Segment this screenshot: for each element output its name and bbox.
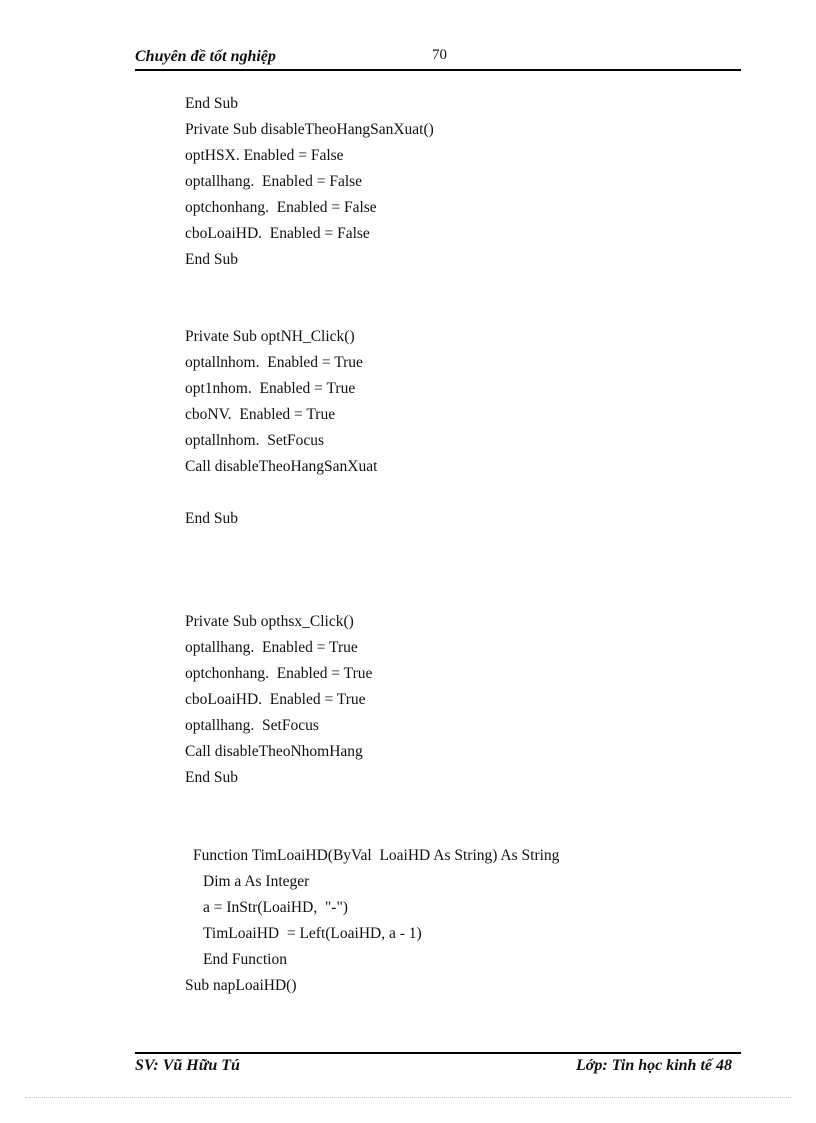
footer-class: Lớp: Tin học kinh tế 48 bbox=[576, 1057, 732, 1074]
code-line: End Sub bbox=[185, 95, 238, 112]
code-line: End Sub bbox=[185, 251, 238, 268]
code-line: opt1nhom. Enabled = True bbox=[185, 380, 356, 397]
page-edge-divider bbox=[25, 1097, 791, 1098]
code-line: Call disableTheoHangSanXuat bbox=[185, 458, 378, 475]
footer-rule bbox=[135, 1052, 741, 1054]
code-line: Function TimLoaiHD(ByVal LoaiHD As String) As String bbox=[193, 847, 560, 864]
code-line: Private Sub disableTheoHangSanXuat() bbox=[185, 121, 434, 138]
code-line: optallnhom. SetFocus bbox=[185, 432, 325, 449]
code-line: Private Sub optNH_Click() bbox=[185, 328, 355, 345]
code-line: optchonhang. Enabled = True bbox=[185, 665, 373, 682]
code-line: Private Sub opthsx_Click() bbox=[185, 613, 354, 630]
code-line: End Function bbox=[203, 951, 287, 968]
code-line: Dim a As Integer bbox=[203, 873, 310, 890]
code-line: optallnhom. Enabled = True bbox=[185, 354, 363, 371]
code-line: End Sub bbox=[185, 510, 238, 527]
code-line: Sub napLoaiHD() bbox=[185, 977, 297, 994]
code-line: TimLoaiHD = Left(LoaiHD, a - 1) bbox=[203, 925, 422, 942]
code-line: optHSX. Enabled = False bbox=[185, 147, 344, 164]
code-line: cboLoaiHD. Enabled = True bbox=[185, 691, 366, 708]
code-line: a = InStr(LoaiHD, "-") bbox=[203, 899, 348, 916]
footer-student: SV: Vũ Hữu Tú bbox=[135, 1057, 240, 1074]
code-line: optallhang. Enabled = True bbox=[185, 639, 358, 656]
header-rule bbox=[135, 69, 741, 71]
code-line: cboLoaiHD. Enabled = False bbox=[185, 225, 370, 242]
code-line: Call disableTheoNhomHang bbox=[185, 743, 363, 760]
code-line: optallhang. SetFocus bbox=[185, 717, 319, 734]
code-line: End Sub bbox=[185, 769, 238, 786]
code-line: optallhang. Enabled = False bbox=[185, 173, 363, 190]
header-title: Chuyên đề tốt nghiệp bbox=[135, 48, 276, 65]
page-number: 70 bbox=[432, 47, 447, 63]
code-line: optchonhang. Enabled = False bbox=[185, 199, 377, 216]
code-line: cboNV. Enabled = True bbox=[185, 406, 336, 423]
